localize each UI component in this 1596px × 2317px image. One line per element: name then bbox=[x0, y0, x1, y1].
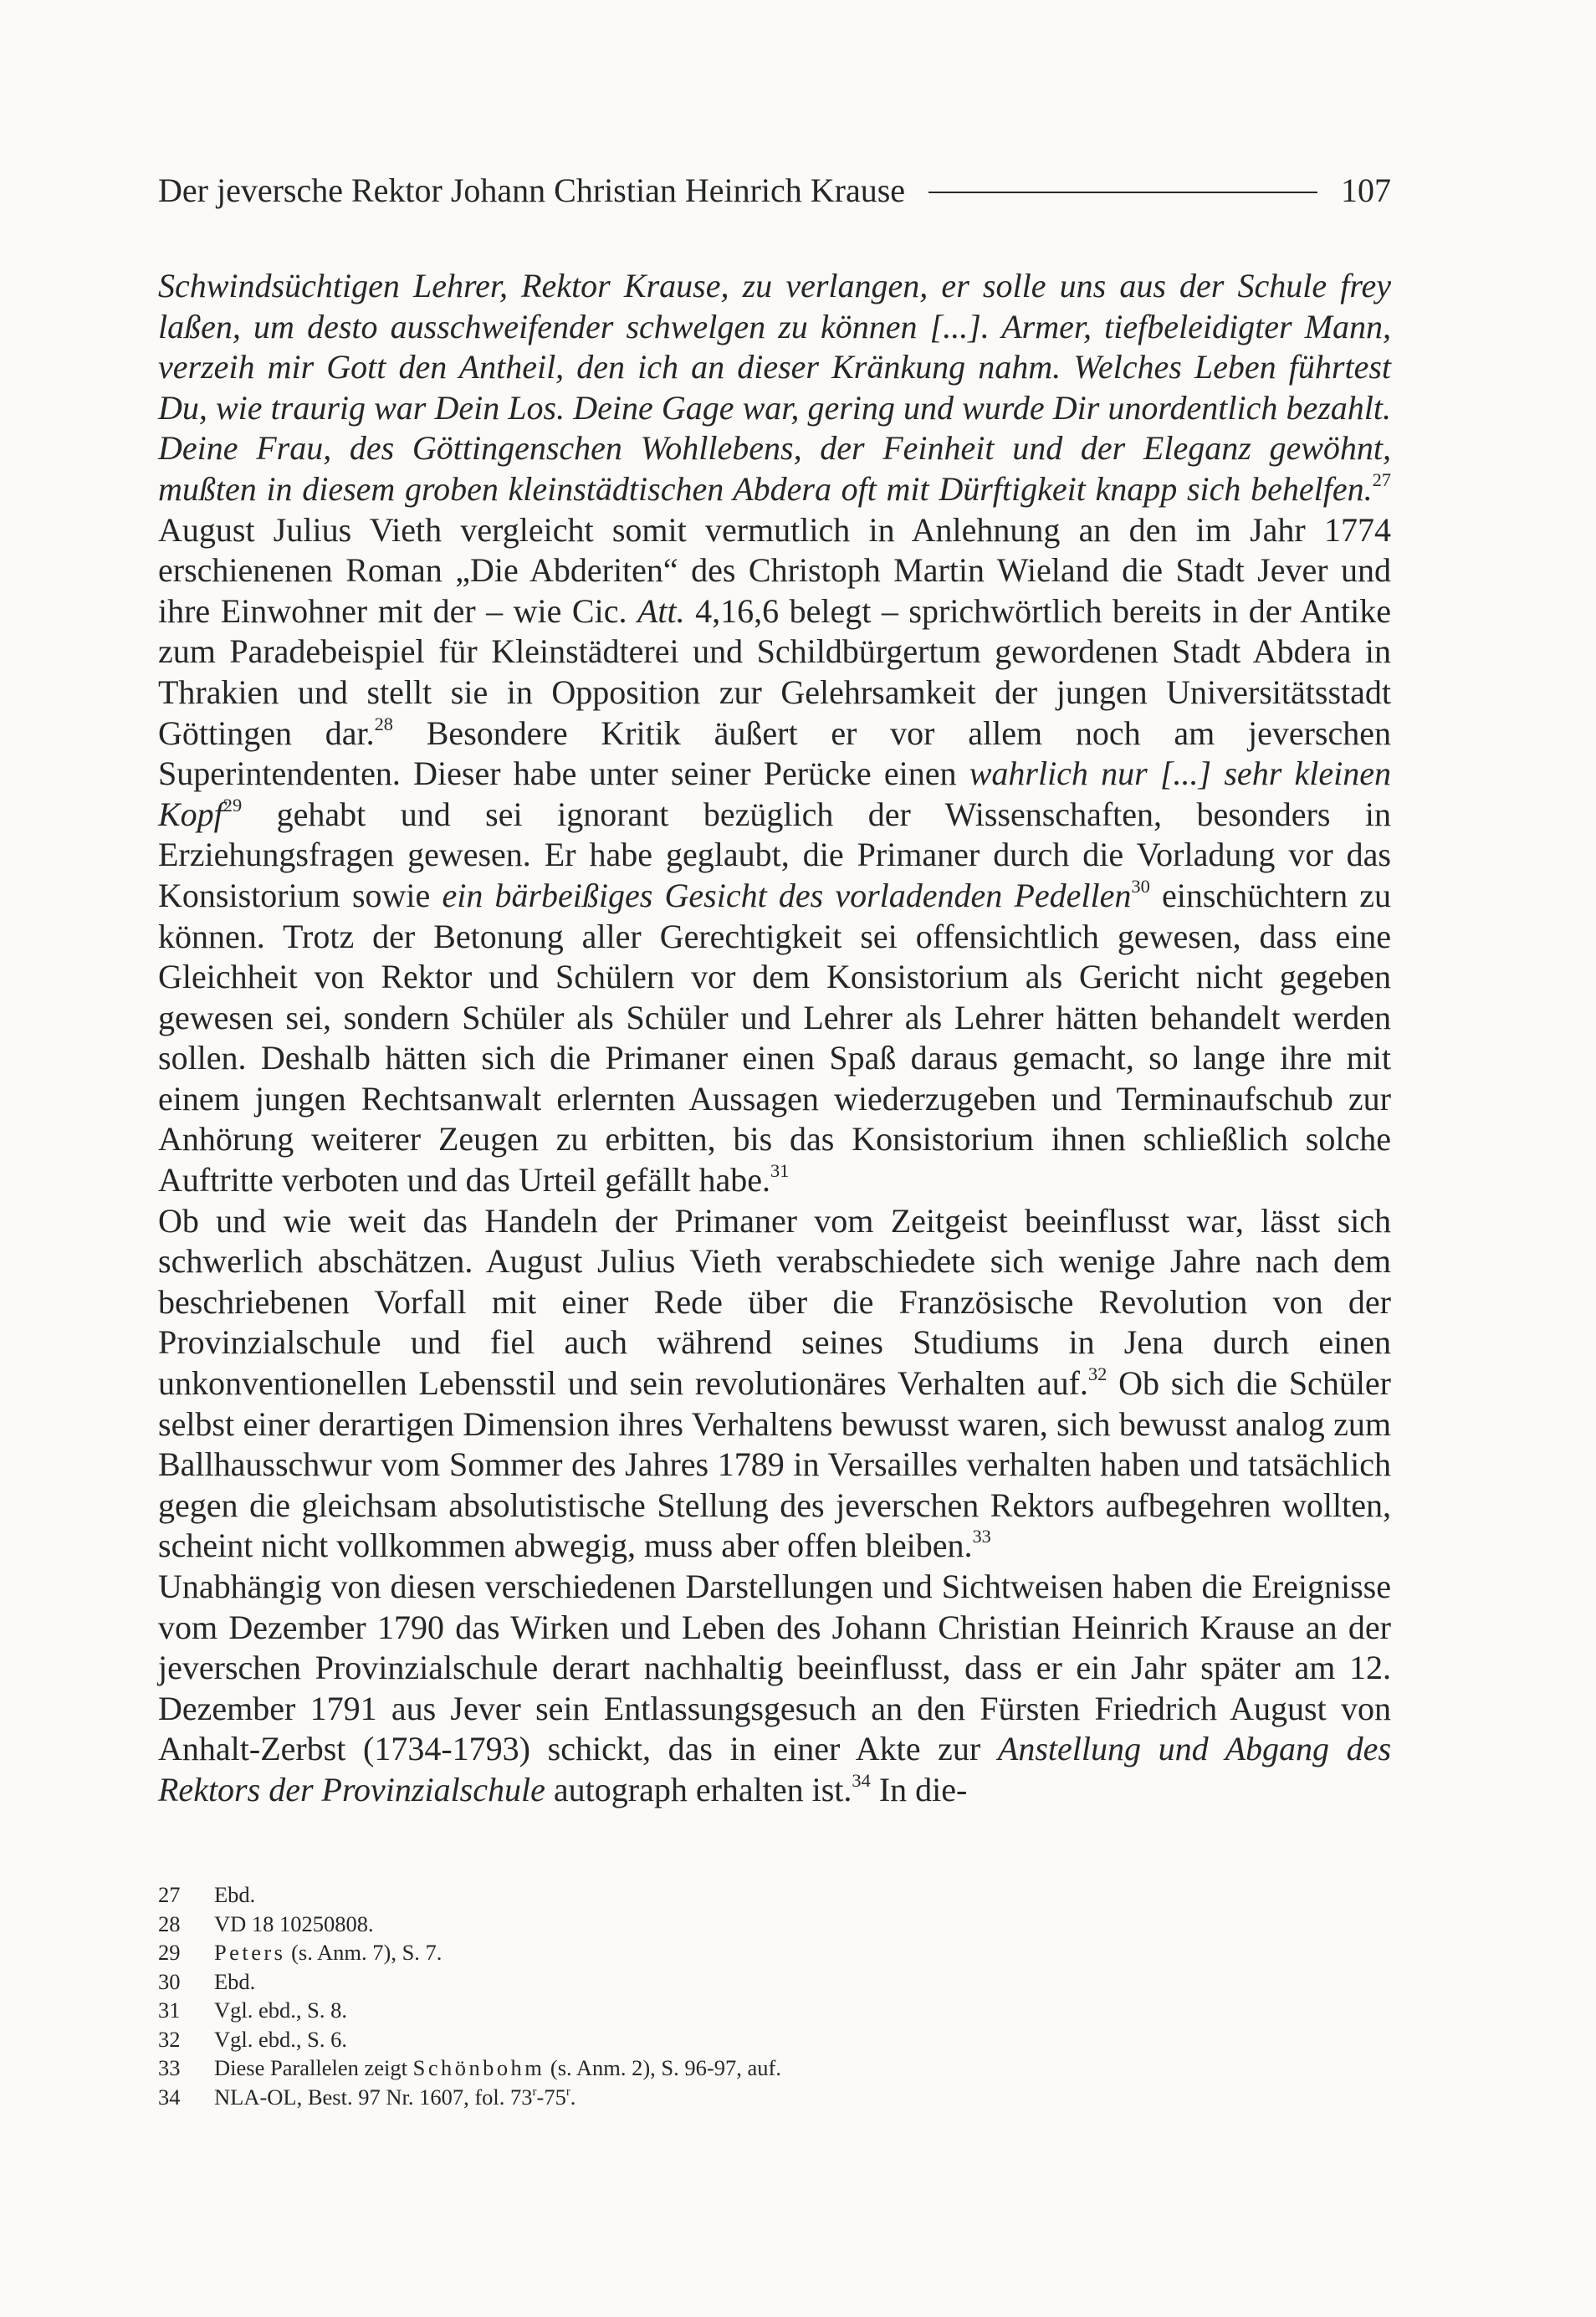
page-number: 107 bbox=[1341, 171, 1391, 209]
footnotes bbox=[158, 1880, 1391, 2111]
footnote-ref-34[interactable]: 34 bbox=[852, 1770, 871, 1792]
footnote-ref-29[interactable]: 29 bbox=[223, 794, 243, 816]
footnote-30: 30 Ebd. bbox=[158, 1968, 256, 1994]
body-text bbox=[158, 266, 1391, 1811]
footnote-33: 33 Diese Parallelen zeigt Schönbohm (s. Anm. 2), S. 96-97, auf. bbox=[158, 2055, 781, 2080]
footnote-29: 29 Peters (s. Anm. 7), S. 7. bbox=[158, 1940, 442, 1965]
footnote-31: 31 Vgl. ebd., S. 8. bbox=[158, 1997, 347, 2023]
footnote-ref-27[interactable]: 27 bbox=[1372, 469, 1391, 491]
header-rule bbox=[928, 192, 1317, 193]
running-head-title: Der jeversche Rektor Johann Christian Heinrich Krause bbox=[158, 171, 906, 209]
author-name: Schönbohm bbox=[412, 2055, 545, 2080]
author-name: Peters bbox=[214, 1940, 286, 1965]
footnote-28: 28 VD 18 10250808. bbox=[158, 1910, 374, 1936]
footnote-ref-31[interactable]: 31 bbox=[770, 1160, 790, 1182]
quotation-italic: Schwindsüchtigen Lehrer, Rektor Krause, zu verlangen, er solle uns aus der Schule frey laßen, um desto ausschweifender schwelgen zu können [...]. Armer, tiefbeleidigter Mann, verzeih mir Gott den Antheil, den ich an dieser Kränkung nahm. Welches Leben führtest Du, wie traurig war Dein Los. Deine Gage war, gering und wurde Dir unordentlich bezahlt. Deine Frau, des Göttingenschen Wohllebens, der Feinheit und der Eleganz gewöhnt, mußten in diesem groben kleinstädtischen Abdera oft mit Dürftigkeit knapp sich behelfen. bbox=[158, 267, 1391, 508]
paragraph-2: Ob und wie weit das Handeln der Primaner vom Zeitgeist beeinflusst war, lässt sich schwerlich abschätzen. August Julius Vieth verabschiedete sich wenige Jahre nach dem beschriebenen Vorfall mit einer Rede über die Französische Revolution von der Provinzialschule und fiel auch während seines Studiums in Jena durch einen unkonventionellen Lebensstil und sein revolutionäres Verhalten auf.$^{32}$ Ob sich die Schüler selbst einer derartigen Dimension ihres Verhaltens bewusst waren, sich bewusst analog zum Ballhausschwur vom Sommer des Jahres 1789 in Versailles verhalten haben und tatsächlich gegen die gleichsam absolutistische Stellung des jeverschen Rektors aufbegehren wollten, scheint nicht vollkommen abwegig, muss aber offen bleiben.$^{33}$ bbox=[158, 1201, 1392, 1565]
footnote-27: 27 Ebd. bbox=[158, 1882, 256, 1907]
footnote-ref-33[interactable]: 33 bbox=[972, 1526, 991, 1547]
footnote-ref-32[interactable]: 32 bbox=[1087, 1363, 1107, 1385]
paragraph-3: Unabhängig von diesen verschiedenen Darstellungen und Sichtweisen haben die Ereignisse vom Dezember 1790 das Wirken und Leben des Johann Christian Heinrich Krause an der jeverschen Provinzialschule derart nachhaltig beeinflusst, dass er ein Jahr später am 12. Dezember 1791 aus Jever sein Entlassungsgesuch an den Fürsten Friedrich August von Anhalt-Zerbst (1734-1793) schickt, das in einer Akte zur Anstellung und Abgang des Rektors der Provinzialschule autograph erhalten ist.$^{34}$ In die- bbox=[158, 1568, 1392, 1808]
running-head bbox=[158, 167, 1391, 214]
paragraph-1: Schwindsüchtigen Lehrer, Rektor Krause, zu verlangen, er solle uns aus der Schule frey laßen, um desto ausschweifender schwelgen zu können [...]. Armer, tiefbeleidigter Mann, verzeih mir Gott den Antheil, den ich an dieser Kränkung nahm. Welches Leben führtest Du, wie traurig war Dein Los. Deine Gage war, gering und wurde Dir unordentlich bezahlt. Deine Frau, des Göttingenschen Wohllebens, der Feinheit und der Eleganz gewöhnt, mußten in diesem groben kleinstädtischen Abdera oft mit Dürftigkeit knapp sich behelfen.$^{27}$ August Julius Vieth vergleicht somit vermutlich in Anlehnung an den im Jahr 1774 erschienenen Roman „Die Abderiten“ des Christoph Martin Wieland die Stadt Jever und ihre Einwohner mit der – wie Cic. Att. 4,16,6 belegt – sprichwörtlich bereits in der Antike zum Paradebeispiel für Kleinstädterei und Schildbürgertum gewordenen Stadt Abdera in Thrakien und stellt sie in Opposition zur Gelehrsamkeit der jungen Universitätsstadt Göttingen dar.$^{28}$ Besondere Kritik äußert er vor allem noch am jeverschen Superintendenten. Dieser habe unter seiner Perücke einen wahrlich nur [...] sehr kleinen Kopf$^{29}$ gehabt und sei ignorant bezüglich der Wissenschaften, besonders in Erziehungsfragen gewesen. Er habe geglaubt, die Primaner durch die Vorladung vor das Konsistorium sowie ein bärbeißiges Gesicht des vorladenden Pedellen$^{30}$ einschüchtern zu können. Trotz der Betonung aller Gerechtigkeit sei offensichtlich gewesen, dass eine Gleichheit von Rektor und Schülern vor dem Konsistorium als Gericht nicht gegeben gewesen sei, sondern Schüler als Schüler und Lehrer als Lehrer hätten behandelt werden sollen. Deshalb hätten sich die Primaner einen Spaß daraus gemacht, so lange ihre mit einem jungen Rechtsanwalt erlernten Aussagen wiederzugeben und Terminaufschub zur Anhörung weiterer Zeugen zu erbitten, bis das Konsistorium ihnen schließlich solche Auftritte verboten und das Urteil gefällt habe.$^{31}$ bbox=[158, 267, 1391, 1199]
footnote-ref-30[interactable]: 30 bbox=[1131, 876, 1150, 898]
footnote-34: 34 NLA-OL, Best. 97 Nr. 1607, fol. 73$^r$-75$^r$. bbox=[158, 2084, 576, 2110]
footnote-ref-28[interactable]: 28 bbox=[374, 713, 393, 734]
footnote-32: 32 Vgl. ebd., S. 6. bbox=[158, 2026, 347, 2052]
